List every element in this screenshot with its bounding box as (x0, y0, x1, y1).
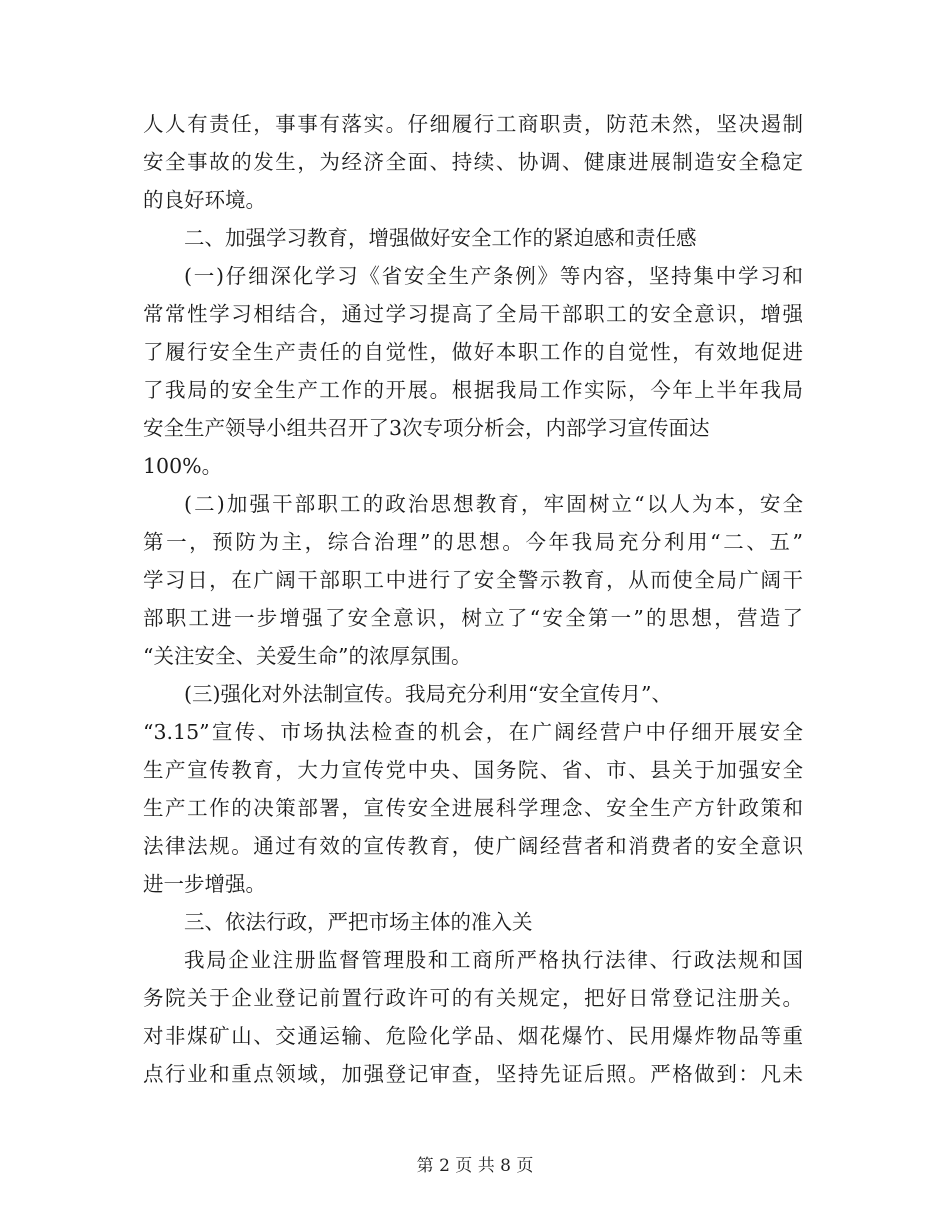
text-line: 了履行安全生产责任的自觉性，做好本职工作的自觉性，有效地促进 (143, 340, 803, 364)
text-line: (二)加强干部职工的政治思想教育，牢固树立“以人为本，安全 (184, 492, 803, 516)
text-line: 生产宣传教育，大力宣传党中央、国务院、省、市、县关于加强安全 (143, 758, 803, 782)
text-line: 生产工作的决策部署，宣传安全进展科学理念、安全生产方针政策和 (143, 796, 803, 820)
text-line: 第一，预防为主，综合治理”的思想。今年我局充分利用“二、五” (143, 530, 803, 554)
text-line: 点行业和重点领域，加强登记审查，坚持先证后照。严格做到：凡未 (143, 1062, 803, 1086)
text-line: (一)仔细深化学习《省安全生产条例》等内容，坚持集中学习和 (184, 264, 803, 288)
text-line: “3.15”宣传、市场执法检查的机会，在广阔经营户中仔细开展安全 (143, 720, 803, 744)
text-line: (三)强化对外法制宣传。我局充分利用“安全宣传月”、 (184, 682, 672, 706)
text-line: 安全事故的发生，为经济全面、持续、协调、健康进展制造安全稳定 (143, 150, 803, 174)
text-line: 对非煤矿山、交通运输、危险化学品、烟花爆竹、民用爆炸物品等重 (143, 1024, 803, 1048)
text-line: 安全生产领导小组共召开了3次专项分析会，内部学习宣传面达 (143, 416, 710, 440)
page-number-footer: 第 2 页 共 8 页 (416, 1156, 534, 1176)
text-line: 100%。 (143, 454, 223, 478)
text-line: 人人有责任，事事有落实。仔细履行工商职责，防范未然，坚决遏制 (143, 112, 803, 136)
text-line: 常常性学习相结合，通过学习提高了全局干部职工的安全意识，增强 (143, 302, 803, 326)
text-line: 进一步增强。 (143, 872, 266, 896)
text-line: 我局企业注册监督管理股和工商所严格执行法律、行政法规和国 (184, 948, 803, 972)
text-line: 学习日，在广阔干部职工中进行了安全警示教育，从而使全局广阔干 (143, 568, 803, 592)
text-line: 的良好环境。 (143, 188, 266, 212)
text-line: 了我局的安全生产工作的开展。根据我局工作实际，今年上半年我局 (143, 378, 803, 402)
section-heading: 三、依法行政，严把市场主体的准入关 (184, 910, 533, 934)
text-line: 法律法规。通过有效的宣传教育，使广阔经营者和消费者的安全意识 (143, 834, 803, 858)
text-line: 务院关于企业登记前置行政许可的有关规定，把好日常登记注册关。 (143, 986, 803, 1010)
section-heading: 二、加强学习教育，增强做好安全工作的紧迫感和责任感 (184, 226, 697, 250)
text-line: 部职工进一步增强了安全意识，树立了“安全第一”的思想，营造了 (143, 606, 803, 630)
text-line: “关注安全、关爱生命”的浓厚氛围。 (143, 644, 472, 668)
